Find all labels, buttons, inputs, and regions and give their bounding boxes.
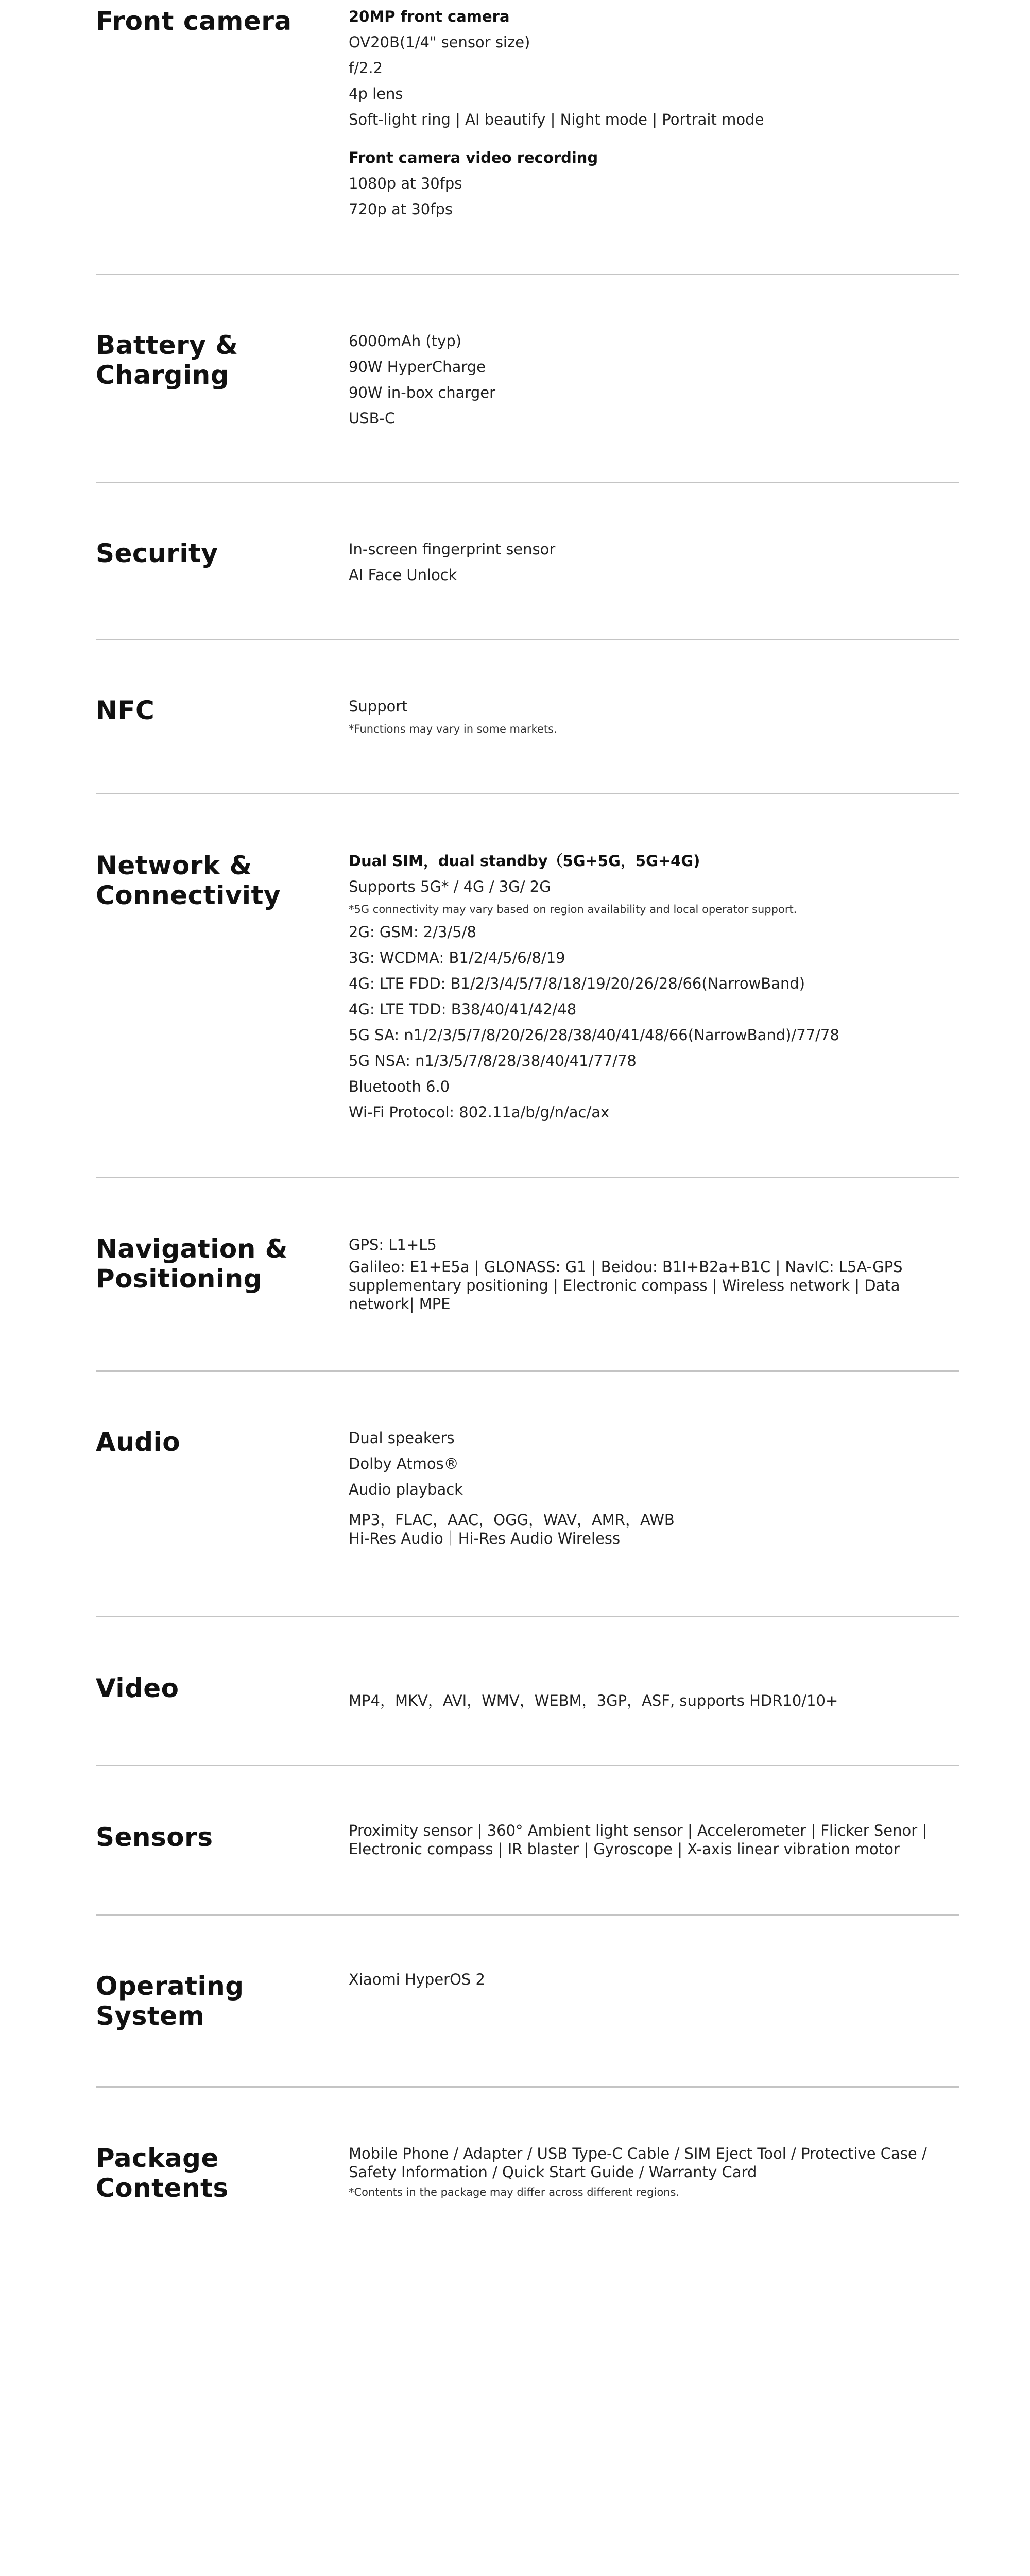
spec-line: Bluetooth 6.0 xyxy=(349,1078,450,1095)
spec-heading: 20MP front camera xyxy=(349,8,510,25)
section-title-sensors: Sensors xyxy=(96,1822,213,1852)
section-divider xyxy=(96,2086,959,2088)
spec-line: 6000mAh (typ) xyxy=(349,332,462,350)
section-content-package xyxy=(349,2144,936,2202)
spec-line: Galileo: E1+E5a | GLONASS: G1 | Beidou: B1I+B2a+B1C | NavIC: L5A-GPS supplementary positioning | Electronic compass | Wireless network | Data network| MPE xyxy=(349,1258,903,1313)
section-divider xyxy=(96,482,959,483)
section-divider xyxy=(96,639,959,640)
spec-line: 4p lens xyxy=(349,85,403,103)
spec-line: 90W in-box charger xyxy=(349,384,496,401)
section-title-front-camera: Front camera xyxy=(96,6,292,36)
footnote: *5G connectivity may vary based on region availability and local operator support. xyxy=(349,903,797,916)
section-divider xyxy=(96,1616,959,1617)
spec-line: 5G NSA: n1/3/5/7/8/28/38/40/41/77/78 xyxy=(349,1052,637,1070)
section-title-battery: Battery & Charging xyxy=(96,330,238,390)
spec-line: Support xyxy=(349,698,408,715)
spec-heading: Dual SIM，dual standby（5G+5G，5G+4G) xyxy=(349,852,700,870)
section-title-os: Operating System xyxy=(96,1971,244,2031)
spec-line: Proximity sensor | 360° Ambient light sensor | Accelerometer | Flicker Senor | Electronic compass | IR blaster | Gyroscope | X-axis linear vibration motor xyxy=(349,1822,928,1858)
section-content-os xyxy=(349,1967,936,1992)
spec-line: 2G: GSM: 2/3/5/8 xyxy=(349,923,476,941)
section-content-audio xyxy=(349,1425,936,1548)
spec-line: MP3，FLAC，AAC，OGG，WAV，AMR，AWB xyxy=(349,1511,675,1529)
spec-line: OV20B(1/4" sensor size) xyxy=(349,33,530,51)
spec-line: Hi-Res Audio｜Hi-Res Audio Wireless xyxy=(349,1530,621,1547)
section-divider xyxy=(96,1370,959,1372)
section-title-network: Network & Connectivity xyxy=(96,851,281,910)
section-content-security xyxy=(349,536,936,588)
section-content-navigation xyxy=(349,1232,936,1317)
spec-line: USB-C xyxy=(349,410,396,427)
section-divider xyxy=(96,1914,959,1916)
footnote: *Functions may vary in some markets. xyxy=(349,723,557,735)
spec-line: Supports 5G* / 4G / 3G/ 2G xyxy=(349,878,551,895)
section-title-nfc: NFC xyxy=(96,696,155,725)
spec-line: 90W HyperCharge xyxy=(349,358,486,376)
spec-line: 3G: WCDMA: B1/2/4/5/6/8/19 xyxy=(349,949,565,967)
section-divider xyxy=(96,793,959,794)
spec-line: Mobile Phone / Adapter / USB Type-C Cable / SIM Eject Tool / Protective Case / Safety Information / Quick Start Guide / Warranty Card xyxy=(349,2145,927,2181)
section-title-video: Video xyxy=(96,1673,179,1703)
section-content-battery xyxy=(349,328,936,431)
spec-line: f/2.2 xyxy=(349,59,383,77)
spec-line: GPS: L1+L5 xyxy=(349,1236,437,1253)
spec-line: AI Face Unlock xyxy=(349,566,457,584)
section-title-security: Security xyxy=(96,538,218,568)
spec-line: Dolby Atmos® xyxy=(349,1455,459,1472)
spec-line: 4G: LTE FDD: B1/2/3/4/5/7/8/18/19/20/26/28/66(NarrowBand) xyxy=(349,975,805,992)
spec-line: 1080p at 30fps xyxy=(349,175,462,192)
section-content-front-camera xyxy=(349,4,936,222)
spec-line: 5G SA: n1/2/3/5/7/8/20/26/28/38/40/41/48/66(NarrowBand)/77/78 xyxy=(349,1026,839,1044)
spec-line: Soft-light ring | AI beautify | Night mode | Portrait mode xyxy=(349,111,764,128)
section-divider xyxy=(96,1177,959,1178)
section-content-network xyxy=(349,848,936,1125)
footnote: *Contents in the package may differ across different regions. xyxy=(349,2186,680,2198)
spec-line: Xiaomi HyperOS 2 xyxy=(349,1971,486,1988)
section-divider xyxy=(96,274,959,275)
section-title-navigation: Navigation & Positioning xyxy=(96,1234,288,1294)
section-content-sensors xyxy=(349,1821,936,1862)
spec-line: Dual speakers xyxy=(349,1429,455,1447)
spec-line: MP4，MKV，AVI，WMV，WEBM，3GP，ASF, supports HDR10/10+ xyxy=(349,1692,838,1709)
spec-line: In-screen fingerprint sensor xyxy=(349,540,556,558)
section-title-package: Package Contents xyxy=(96,2143,229,2203)
section-title-audio: Audio xyxy=(96,1427,181,1457)
spec-line: 4G: LTE TDD: B38/40/41/42/48 xyxy=(349,1001,577,1018)
spec-line: Wi-Fi Protocol: 802.11a/b/g/n/ac/ax xyxy=(349,1104,610,1121)
section-divider xyxy=(96,1765,959,1766)
spec-line: Audio playback xyxy=(349,1481,463,1498)
spec-line: 720p at 30fps xyxy=(349,200,453,218)
section-content-video xyxy=(349,1688,936,1714)
section-content-nfc xyxy=(349,693,936,739)
spec-heading: Front camera video recording xyxy=(349,149,598,166)
